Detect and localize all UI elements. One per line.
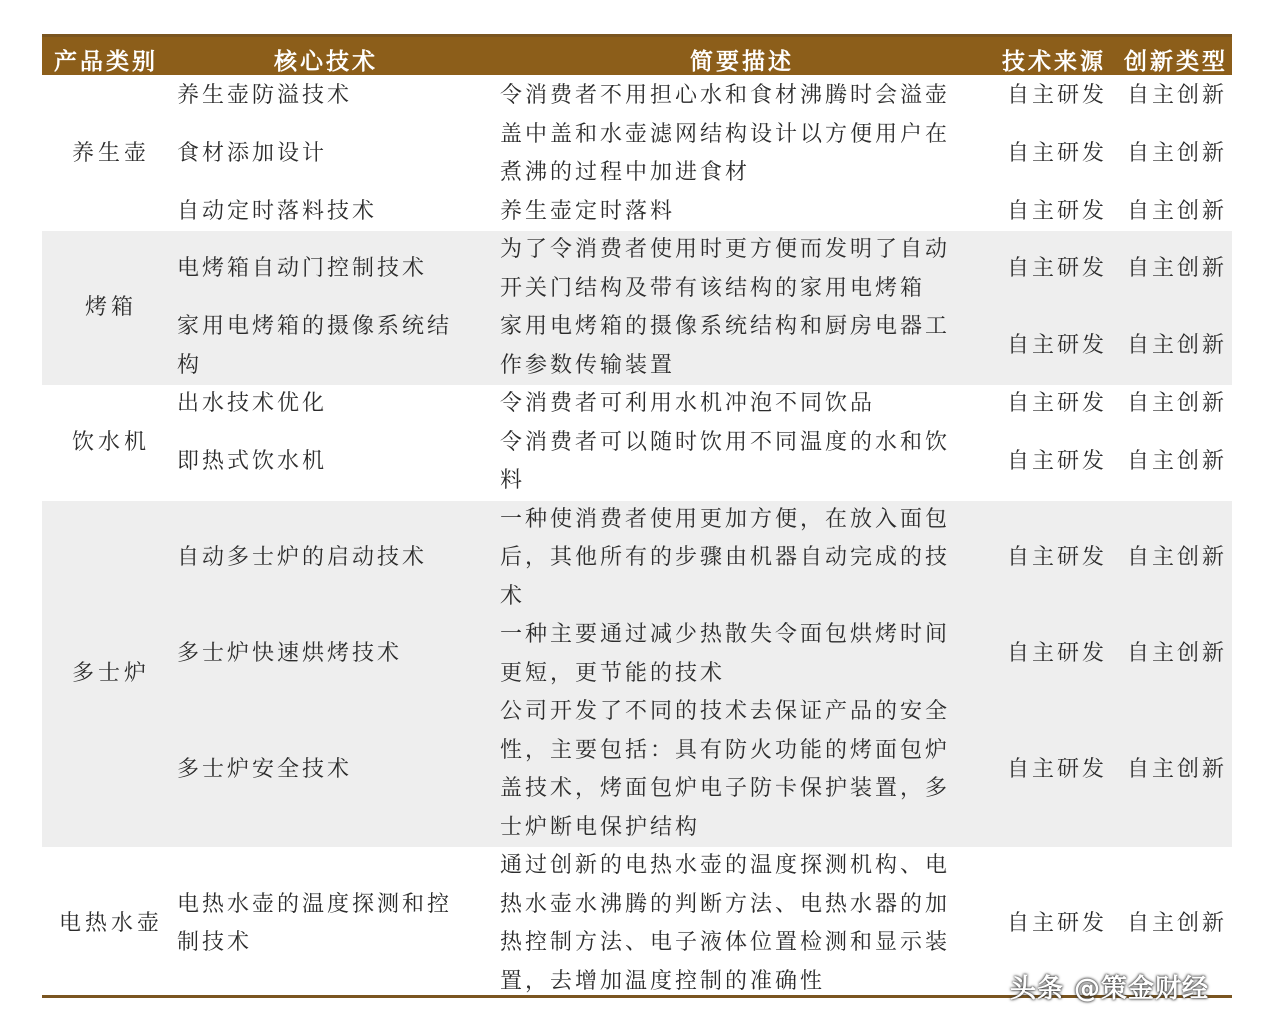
type-cell: 自主创新 <box>1127 756 1228 782</box>
header-source: 技术来源 <box>1002 49 1106 75</box>
category-cell: 饮水机 <box>71 429 150 455</box>
desc-cell: 士炉断电保护结构 <box>500 814 701 840</box>
category-cell: 多士炉 <box>71 660 150 686</box>
watermark: 头条 @策金财经 <box>1010 974 1210 1004</box>
header-tech: 核心技术 <box>274 49 378 75</box>
tech-cell: 自动多士炉的启动技术 <box>177 545 428 570</box>
desc-cell: 料 <box>500 468 526 493</box>
type-cell: 自主创新 <box>1127 545 1228 570</box>
tech-cell: 电热水壶的温度探测和控 <box>177 891 453 917</box>
type-cell: 自主创新 <box>1127 256 1228 282</box>
source-cell: 自主研发 <box>1007 545 1108 570</box>
type-cell: 自主创新 <box>1127 641 1228 667</box>
desc-cell: 一种使消费者使用更加方便，在放入面包 <box>500 506 951 532</box>
category-group <box>42 231 1232 385</box>
type-cell: 自主创新 <box>1127 83 1228 108</box>
tech-cell: 多士炉快速烘烤技术 <box>177 641 403 667</box>
type-cell: 自主创新 <box>1127 391 1228 416</box>
tech-cell: 养生壶防溢技术 <box>177 83 353 108</box>
source-cell: 自主研发 <box>1007 140 1108 166</box>
desc-cell: 置，去增加温度控制的准确性 <box>500 968 826 994</box>
desc-cell: 作参数传输装置 <box>500 352 676 378</box>
desc-cell: 家用电烤箱的摄像系统结构和厨房电器工 <box>500 314 951 339</box>
tech-cell: 即热式饮水机 <box>177 448 328 474</box>
desc-cell: 后，其他所有的步骤由机器自动完成的技 <box>500 545 951 570</box>
desc-cell: 公司开发了不同的技术去保证产品的安全 <box>500 699 951 724</box>
desc-cell: 令消费者可以随时饮用不同温度的水和饮 <box>500 429 951 455</box>
category-cell: 烤箱 <box>84 294 137 320</box>
category-group <box>42 385 1232 501</box>
type-cell: 自主创新 <box>1127 333 1228 359</box>
desc-cell: 煮沸的过程中加进食材 <box>500 160 751 185</box>
source-cell: 自主研发 <box>1007 448 1108 474</box>
tech-cell: 电烤箱自动门控制技术 <box>177 256 428 282</box>
desc-cell: 养生壶定时落料 <box>500 198 676 224</box>
tech-cell: 多士炉安全技术 <box>177 756 353 782</box>
category-cell: 养生壶 <box>71 140 150 166</box>
desc-cell: 开关门结构及带有该结构的家用电烤箱 <box>500 275 926 301</box>
type-cell: 自主创新 <box>1127 448 1228 474</box>
desc-cell: 一种主要通过减少热散失令面包烘烤时间 <box>500 622 951 647</box>
source-cell: 自主研发 <box>1007 333 1108 359</box>
header-category: 产品类别 <box>54 49 158 75</box>
desc-cell: 盖中盖和水壶滤网结构设计以方便用户在 <box>500 121 951 147</box>
type-cell: 自主创新 <box>1127 910 1228 936</box>
tech-cell: 家用电烤箱的摄像系统结 <box>177 314 453 339</box>
desc-cell: 热水壶水沸腾的判断方法、电热水器的加 <box>500 891 951 917</box>
type-cell: 自主创新 <box>1127 198 1228 224</box>
source-cell: 自主研发 <box>1007 756 1108 782</box>
tech-cell: 制技术 <box>177 930 253 955</box>
desc-cell: 性，主要包括：具有防火功能的烤面包炉 <box>500 737 951 763</box>
source-cell: 自主研发 <box>1007 910 1108 936</box>
source-cell: 自主研发 <box>1007 198 1108 224</box>
source-cell: 自主研发 <box>1007 641 1108 667</box>
header-type: 创新类型 <box>1124 49 1228 75</box>
tech-cell: 出水技术优化 <box>177 391 328 416</box>
type-cell: 自主创新 <box>1127 140 1228 166</box>
desc-cell: 术 <box>500 583 526 609</box>
tech-cell: 自动定时落料技术 <box>177 198 378 224</box>
desc-cell: 通过创新的电热水壶的温度探测机构、电 <box>500 853 951 878</box>
desc-cell: 盖技术，烤面包炉电子防卡保护装置，多 <box>500 776 951 801</box>
desc-cell: 令消费者不用担心水和食材沸腾时会溢壶 <box>500 83 951 108</box>
desc-cell: 令消费者可利用水机冲泡不同饮品 <box>500 391 876 416</box>
category-cell: 电热水壶 <box>58 910 163 936</box>
header-desc: 简要描述 <box>690 49 794 75</box>
tech-cell: 食材添加设计 <box>177 140 328 166</box>
desc-cell: 热控制方法、电子液体位置检测和显示装 <box>500 930 951 955</box>
tech-cell: 构 <box>177 352 203 378</box>
category-group <box>42 501 1232 848</box>
source-cell: 自主研发 <box>1007 391 1108 416</box>
source-cell: 自主研发 <box>1007 83 1108 108</box>
table-header <box>42 37 1232 75</box>
desc-cell: 为了令消费者使用时更方便而发明了自动 <box>500 237 951 262</box>
source-cell: 自主研发 <box>1007 256 1108 282</box>
category-group <box>42 77 1232 231</box>
desc-cell: 更短，更节能的技术 <box>500 660 726 686</box>
